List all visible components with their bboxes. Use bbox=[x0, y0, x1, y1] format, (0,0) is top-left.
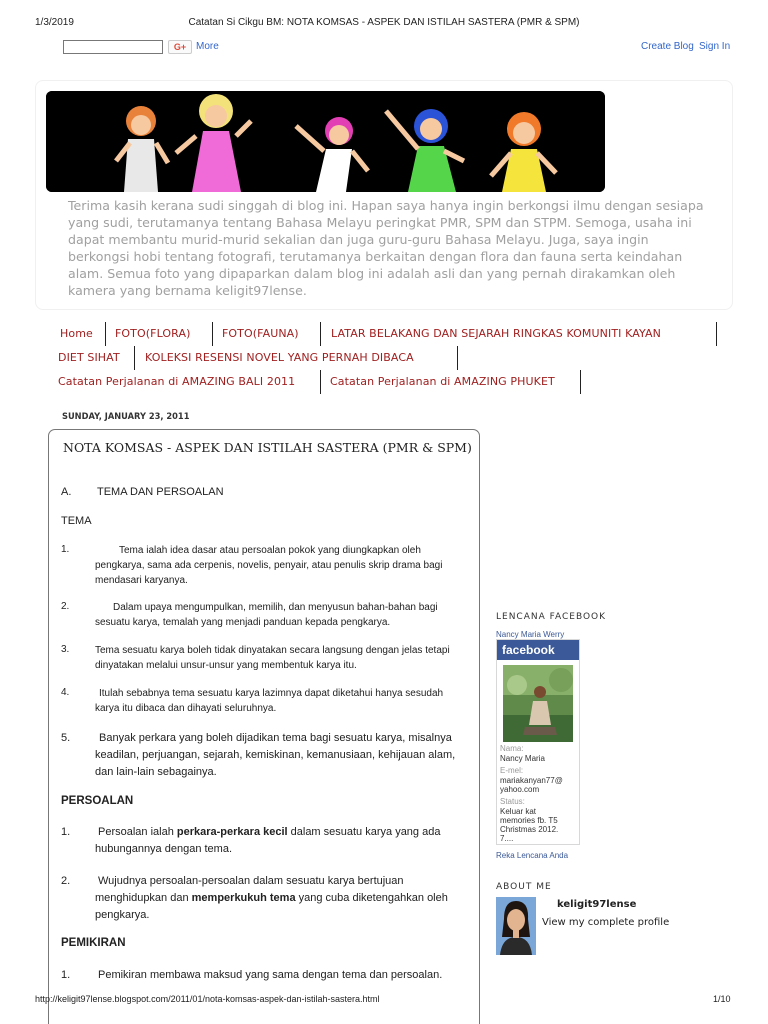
facebook-status-value: Keluar kat bbox=[500, 807, 537, 816]
profile-photo-image bbox=[503, 665, 573, 742]
list-item-text: pengkarya. bbox=[95, 909, 150, 921]
tab-separator bbox=[320, 322, 321, 346]
facebook-name-value: Nancy Maria bbox=[500, 754, 545, 763]
blog-description: Terima kasih kerana sudi singgah di blog ini. Hapan saya hanya ingin berkongsi ilmu dengan sesiapa yang sudi, terutamanya tentang Bahasa Melayu peringkat PMR, SPM dan STPM. Semoga, usaha ini dapat membantu murid-murid sekalian dan juga guru-guru Bahasa Melayu. Juga, saya ingin berkongsi hobi tentang fotografi, terutamanya berkaitan dengan flora dan fauna serta keindahan alam. Semua foto yang dipaparkan dalam blog ini adalah asli dan yang pernah dirakamkan oleh kamera yang bernama keligit97lense. bbox=[68, 198, 704, 298]
list-number: 1. bbox=[61, 826, 71, 838]
avatar-image bbox=[496, 897, 536, 955]
list-item-text: Tema sesuatu karya boleh tidak dinyatakan secara langsung dengan jelas tetapi bbox=[95, 645, 450, 656]
pemikiran-heading: PEMIKIRAN bbox=[61, 937, 126, 949]
search-input[interactable] bbox=[63, 40, 163, 54]
facebook-badge[interactable] bbox=[496, 639, 580, 845]
print-date: 1/3/2019 bbox=[35, 17, 74, 28]
post-title[interactable]: NOTA KOMSAS - ASPEK DAN ISTILAH SASTERA (PMR & SPM) bbox=[63, 440, 472, 455]
section-a-letter: A. bbox=[61, 486, 72, 498]
list-item-text: Itulah sebabnya tema sesuatu karya lazimnya dapat diketahui hanya sesudah bbox=[99, 688, 444, 699]
list-item-text: keadilan, perjuangan, sejarah, kemiskinan, kemanusiaan, kehijauan alam, bbox=[95, 749, 456, 761]
list-item-text: pengkarya, sama ada cerpenis, novelis, penyair, atau penulis skrip drama bagi bbox=[95, 560, 443, 571]
facebook-status-value: Christmas 2012. bbox=[500, 825, 559, 834]
facebook-status-value: 7.... bbox=[500, 834, 514, 843]
sign-in-link[interactable]: Sign In bbox=[699, 41, 731, 52]
text-run: dalam sesuatu karya yang ada bbox=[287, 826, 441, 838]
about-me-name-link[interactable]: keligit97lense bbox=[557, 899, 637, 910]
google-plus-button[interactable]: G+ bbox=[168, 40, 192, 54]
list-item-text: sesuatu karya, temalah yang menjadi panduan kepada pengkarya. bbox=[95, 617, 391, 628]
list-item-text: karya itu dibaca dan dihayati seluruhnya. bbox=[95, 703, 277, 714]
tab-separator bbox=[716, 322, 717, 346]
list-item-text: Dalam upaya mengumpulkan, memilih, dan menyusun bahan-bahan bagi bbox=[113, 602, 438, 613]
tab-foto-fauna[interactable]: FOTO(FAUNA) bbox=[222, 327, 299, 340]
list-item-text bbox=[98, 824, 440, 841]
list-number: 1. bbox=[61, 969, 71, 981]
list-number: 5. bbox=[61, 732, 71, 744]
text-run-bold: memperkukuh tema bbox=[191, 892, 296, 904]
tab-separator bbox=[134, 346, 135, 370]
print-title: Catatan Si Cikgu BM: NOTA KOMSAS - ASPEK DAN ISTILAH SASTERA (PMR & SPM) bbox=[188, 17, 580, 28]
list-item-text: Tema ialah idea dasar atau persoalan pokok yang diungkapkan oleh bbox=[119, 545, 421, 556]
section-a-title: TEMA DAN PERSOALAN bbox=[97, 486, 224, 498]
post-body bbox=[48, 429, 480, 1024]
tab-amazing-phuket[interactable]: Catatan Perjalanan di AMAZING PHUKET bbox=[330, 375, 555, 388]
list-item-text: dan lain-lain sebagainya. bbox=[95, 766, 217, 778]
list-number: 1. bbox=[61, 544, 70, 555]
list-item-text: hubungannya dengan tema. bbox=[95, 843, 233, 855]
header-banner-image[interactable] bbox=[46, 91, 605, 192]
list-item-text: Pemikiran membawa maksud yang sama dengan tema dan persoalan. bbox=[98, 969, 443, 981]
tab-separator bbox=[457, 346, 458, 370]
about-me-heading: ABOUT ME bbox=[496, 882, 552, 892]
more-link[interactable]: More bbox=[196, 41, 219, 52]
print-footer bbox=[0, 994, 768, 1008]
tab-separator bbox=[212, 322, 213, 346]
text-run: menghidupkan dan bbox=[95, 892, 192, 904]
tema-heading: TEMA bbox=[61, 515, 92, 527]
create-blog-link[interactable]: Create Blog bbox=[641, 41, 694, 52]
cartoon-girls-illustration bbox=[46, 91, 605, 192]
blogger-navbar bbox=[0, 39, 768, 57]
tab-diet-sihat[interactable]: DIET SIHAT bbox=[58, 351, 120, 364]
print-url: http://keligit97lense.blogspot.com/2011/01/nota-komsas-aspek-dan-istilah-sastera.html bbox=[35, 994, 380, 1004]
tab-latar-belakang[interactable]: LATAR BELAKANG DAN SEJARAH RINGKAS KOMUNITI KAYAN bbox=[331, 327, 661, 340]
facebook-status-value: memories fb. T5 bbox=[500, 816, 558, 825]
tab-separator bbox=[580, 370, 581, 394]
list-number: 2. bbox=[61, 875, 71, 887]
list-number: 2. bbox=[61, 601, 70, 612]
list-item-text: mendasari karyanya. bbox=[95, 575, 188, 586]
list-number: 3. bbox=[61, 644, 70, 655]
create-badge-link[interactable]: Reka Lencana Anda bbox=[496, 851, 569, 860]
print-header bbox=[0, 17, 768, 31]
tab-separator bbox=[105, 322, 106, 346]
facebook-email-value: yahoo.com bbox=[500, 785, 540, 794]
tab-foto-flora[interactable]: FOTO(FLORA) bbox=[115, 327, 191, 340]
facebook-logo: facebook bbox=[497, 640, 579, 660]
facebook-status-label: Status: bbox=[500, 797, 525, 806]
tab-row bbox=[48, 346, 738, 370]
tab-row bbox=[48, 370, 738, 394]
text-run-bold: perkara-perkara kecil bbox=[176, 826, 288, 838]
list-item-text: Banyak perkara yang boleh dijadikan tema bagi sesuatu karya, misalnya bbox=[99, 732, 452, 744]
facebook-badge-heading: LENCANA FACEBOOK bbox=[496, 612, 607, 622]
about-me-avatar[interactable] bbox=[496, 897, 536, 955]
persoalan-heading: PERSOALAN bbox=[61, 795, 134, 807]
text-run: yang cuba diketengahkan oleh bbox=[295, 892, 448, 904]
text-run: Persoalan ialah bbox=[98, 826, 177, 838]
view-profile-link[interactable]: View my complete profile bbox=[542, 917, 670, 928]
list-item-text: Wujudnya persoalan-persoalan dalam sesuatu karya bertujuan bbox=[98, 875, 404, 887]
print-page-number: 1/10 bbox=[713, 994, 731, 1004]
post-date: SUNDAY, JANUARY 23, 2011 bbox=[62, 412, 190, 422]
list-item-text: dinyatakan melalui unsur-unsur yang membentuk karya itu. bbox=[95, 660, 357, 671]
facebook-profile-link[interactable]: Nancy Maria Werry bbox=[496, 630, 565, 639]
tab-home[interactable]: Home bbox=[60, 327, 93, 340]
list-item-text bbox=[95, 890, 448, 907]
page-tabs bbox=[48, 322, 738, 394]
list-number: 4. bbox=[61, 687, 70, 698]
facebook-email-label: E-mel: bbox=[500, 766, 524, 775]
tab-row bbox=[48, 322, 738, 346]
facebook-name-label: Nama: bbox=[500, 744, 524, 753]
tab-koleksi-resensi[interactable]: KOLEKSI RESENSI NOVEL YANG PERNAH DIBACA bbox=[145, 351, 414, 364]
tab-separator bbox=[320, 370, 321, 394]
facebook-profile-photo bbox=[503, 665, 573, 742]
facebook-email-value: mariakanyan77@ bbox=[500, 776, 563, 785]
tab-amazing-bali[interactable]: Catatan Perjalanan di AMAZING BALI 2011 bbox=[58, 375, 296, 388]
